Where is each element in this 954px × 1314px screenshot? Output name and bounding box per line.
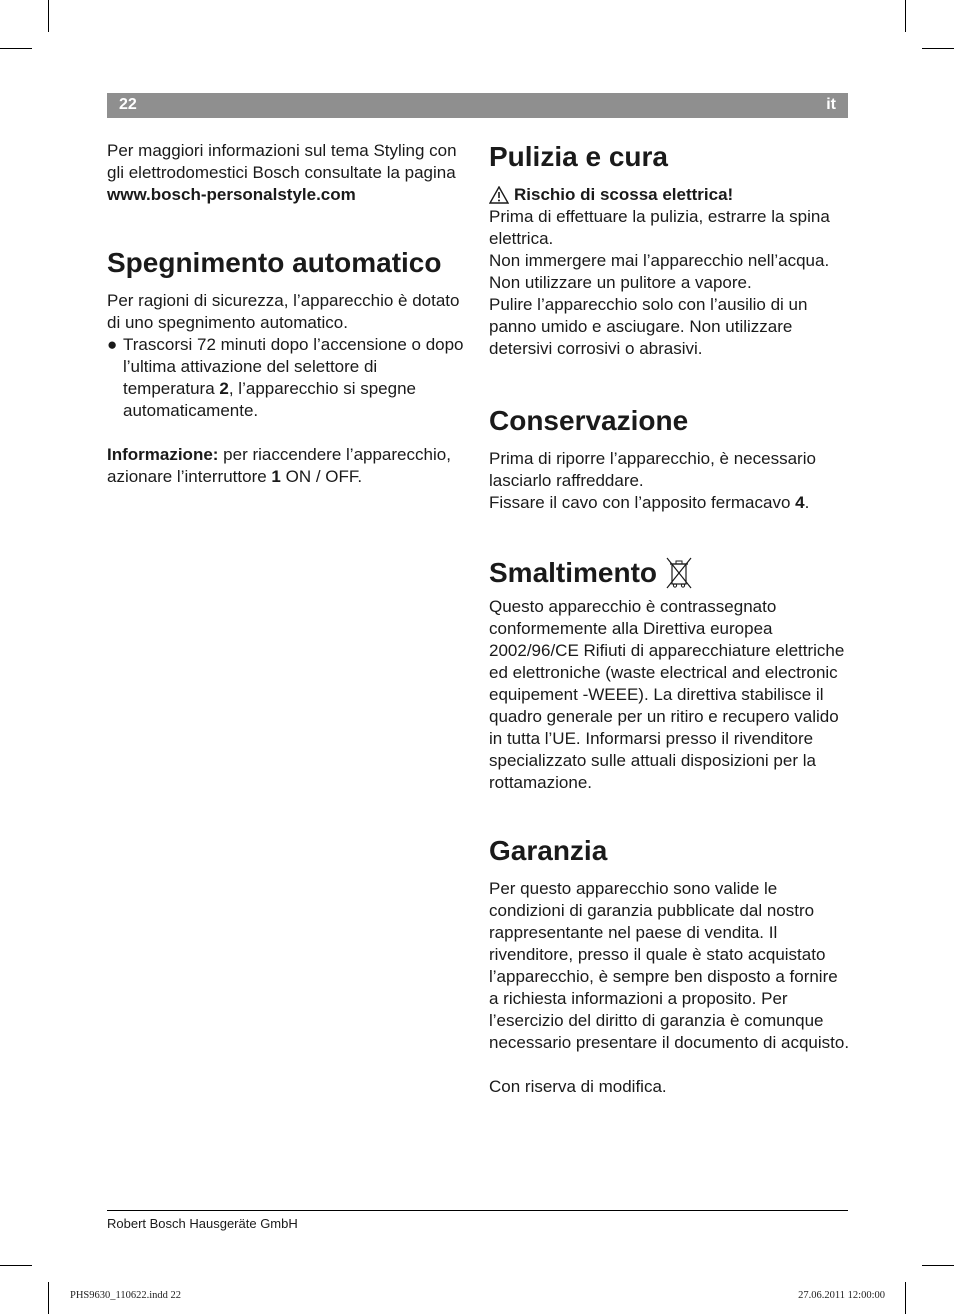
bullet-text-part: , l’apparecchio si spegne automaticamente.	[123, 379, 416, 420]
storage-text: Fissare il cavo con l’apposito fermacavo	[489, 493, 796, 512]
info-text: ON / OFF.	[280, 467, 363, 486]
cleaning-line: Non utilizzare un pulitore a vapore.	[489, 273, 752, 292]
crossed-bin-icon	[665, 556, 693, 590]
crop-mark	[0, 48, 32, 49]
auto-off-body: Per ragioni di sicurezza, l’apparecchio è dotato di uno spegnimento automatico.	[107, 291, 460, 332]
warranty-heading: Garanzia	[489, 835, 608, 866]
warning-triangle-icon	[489, 186, 509, 204]
crop-mark	[48, 0, 49, 32]
disposal-title: Smaltimento	[489, 557, 658, 588]
warning-text: Rischio di scossa elettrica!	[514, 185, 734, 204]
crop-mark	[922, 48, 954, 49]
page-header-bar	[107, 93, 848, 118]
bullet-dot: ●	[107, 335, 118, 354]
info-label: Informazione:	[107, 445, 219, 464]
disposal-body: Questo apparecchio è contrassegnato conformemente alla Direttiva europea 2002/96/CE Rifiuti di apparecchiature elettriche ed elettroniche (waste electrical and electronic equipement -WEEE). La direttiva stabilisce il quadro generale per un ritiro e recupero valido in tutta l’UE. Informarsi presso il rivenditore specializzato sulle attuali disposizioni per la rottamazione.	[489, 597, 845, 792]
bullet-text-part: Trascorsi 72 minuti dopo l’accensione o dopo l’ultima attivazione del selettore di temperatura	[123, 335, 464, 398]
warranty-body: Per questo apparecchio sono valide le condizioni di garanzia pubblicate dal nostro rappresentante nel paese di vendita. Il rivenditore, presso il quale è stato acquistato l’apparecchio, è sempre ben disposto a fornire a richiesta informazioni a proposito. Per l’esercizio del diritto di garanzia è comunque necessario presentare il documento di acquisto.	[489, 879, 850, 1052]
switch-number: 1	[271, 467, 281, 486]
auto-off-bullet	[107, 334, 467, 422]
info-text: per riaccendere l’apparecchio, azionare l’interruttore	[107, 445, 451, 486]
cleaning-line: Non immergere mai l’apparecchio nell’acqua.	[489, 251, 830, 270]
slug-file: PHS9630_110622.indd 22	[70, 1290, 182, 1301]
storage-heading: Conservazione	[489, 405, 689, 436]
cable-clip-number: 4	[795, 493, 805, 512]
intro-text: Per maggiori informazioni sul tema Styling con gli elettrodomestici Bosch consultate la pagina	[107, 141, 457, 182]
warranty-note: Con riserva di modifica.	[489, 1077, 667, 1096]
info-note	[107, 444, 467, 488]
page-number: 22	[119, 96, 137, 113]
language-code: it	[826, 96, 836, 113]
disposal-heading	[489, 556, 851, 590]
cleaning-line: Pulire l’apparecchio solo con l’ausilio di un panno umido e asciugare. Non utilizzare detersivi corrosivi o abrasivi.	[489, 295, 808, 358]
left-column	[107, 140, 467, 488]
footer-company: Robert Bosch Hausgeräte GmbH	[107, 1216, 298, 1231]
crop-mark	[922, 1265, 954, 1266]
crop-mark	[0, 1265, 32, 1266]
crop-mark	[905, 1282, 906, 1314]
selector-number: 2	[219, 379, 229, 398]
storage-line: Prima di riporre l’apparecchio, è necessario lasciarlo raffreddare.	[489, 449, 816, 490]
website-url: www.bosch-personalstyle.com	[107, 185, 356, 204]
storage-line	[489, 492, 851, 514]
bullet-text	[123, 334, 467, 422]
crop-mark	[905, 0, 906, 32]
right-column	[489, 140, 851, 1098]
footer-divider	[107, 1210, 848, 1211]
cleaning-heading: Pulizia e cura	[489, 141, 668, 172]
slug-date: 27.06.2011 12:00:00	[798, 1290, 885, 1301]
crop-mark	[48, 1282, 49, 1314]
cleaning-line: Prima di effettuare la pulizia, estrarre la spina elettrica.	[489, 207, 830, 248]
auto-off-heading: Spegnimento automatico	[107, 247, 442, 278]
storage-text: .	[804, 493, 810, 512]
shock-warning	[489, 184, 851, 206]
